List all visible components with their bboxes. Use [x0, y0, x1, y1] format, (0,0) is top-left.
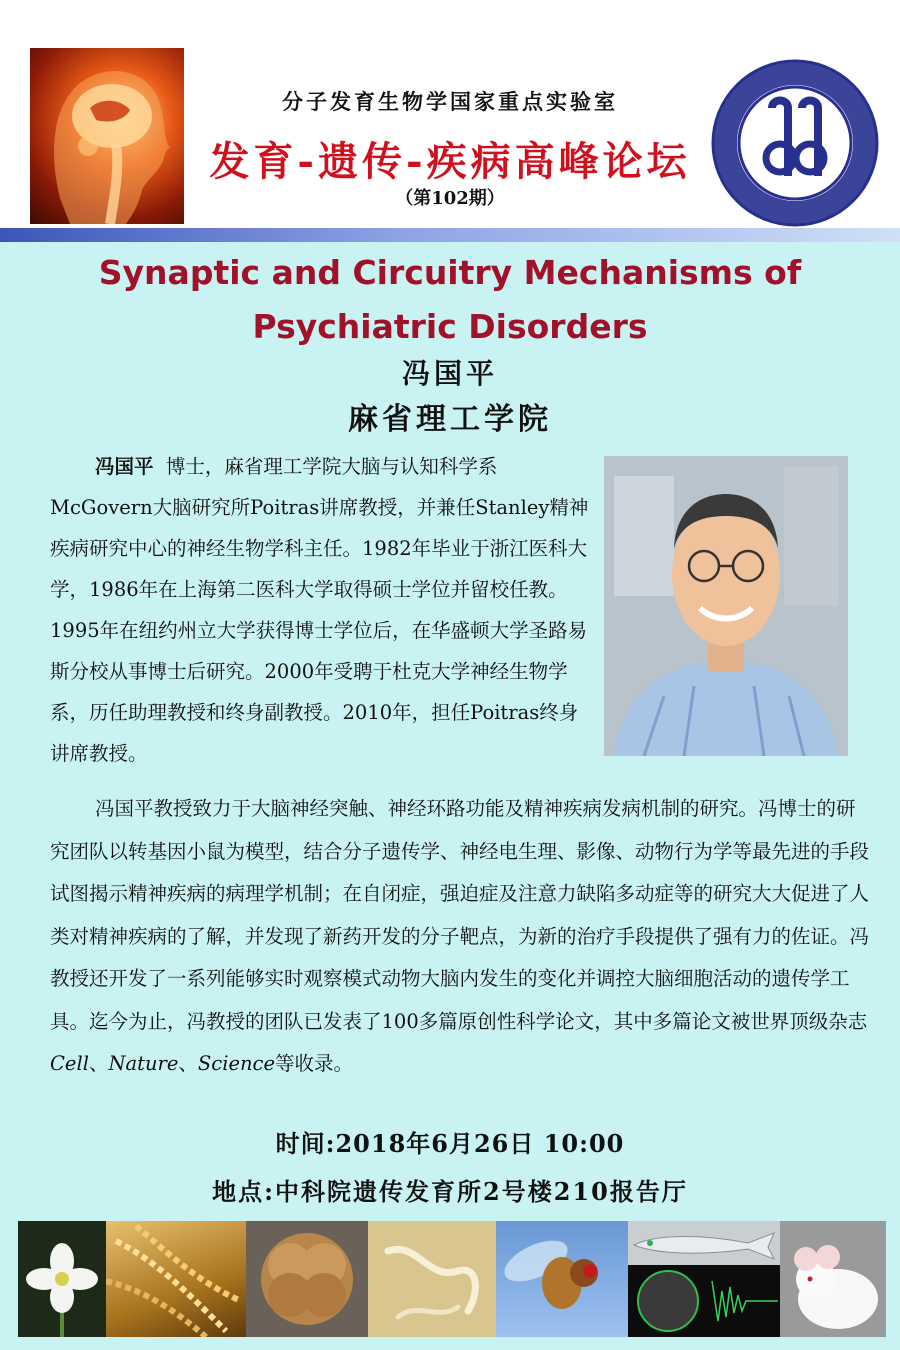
research-description — [50, 788, 870, 1086]
lab-logo — [710, 58, 880, 228]
portrait-icon — [604, 456, 848, 756]
embryo-cells-image — [246, 1221, 368, 1337]
worm-icon — [368, 1221, 496, 1337]
speaker-bio — [50, 446, 590, 774]
white-mouse-image — [780, 1221, 886, 1337]
speaker-name: 冯国平 — [401, 357, 498, 390]
journal-separator: 、 — [178, 1052, 198, 1075]
mouse-icon — [780, 1221, 886, 1337]
journal-science: Science — [197, 1052, 275, 1075]
talk-title — [40, 246, 860, 354]
research-tail: 等收录。 — [275, 1052, 354, 1075]
drosophila-image — [496, 1221, 628, 1337]
event-time: 时间:2018年6月26日 10:00 — [275, 1129, 625, 1158]
sklmdb-logo-icon — [710, 58, 880, 228]
bio-text: 博士，麻省理工学院大脑与认知科学系McGovern大脑研究所Poitras讲席教授，并兼任Stanley精神疾病研究中心的神经生物学科主任。1982年毕业于浙江医科大学，1986年在上海第二医科大学取得硕士学位并留校任教。1995年在纽约州立大学获得博士学位后，在华盛顿大学圣路易斯分校从事博士后研究。2000年受聘于杜克大学神经生物学系，历任助理教授和终身副教授。2010年，担任Poitras终身讲席教授。 — [50, 455, 589, 765]
lab-name: 分子发育生物学国家重点实验室 — [282, 89, 618, 114]
forum-title: 发育-遗传-疾病高峰论坛 — [209, 138, 691, 185]
event-place: 地点:中科院遗传发育所2号楼210报告厅 — [212, 1177, 688, 1206]
fly-icon — [496, 1221, 628, 1337]
talk-title-line1: Synaptic and Circuitry Mechanisms of — [98, 253, 802, 292]
header-divider — [0, 228, 900, 242]
model-organism-strip — [18, 1221, 886, 1337]
embryo-icon — [246, 1221, 368, 1337]
talk-title-line2: Psychiatric Disorders — [252, 307, 648, 346]
rice-panicles-image — [106, 1221, 246, 1337]
speaker-affiliation: 麻省理工学院 — [348, 402, 552, 437]
journal-separator: 、 — [88, 1052, 109, 1075]
research-text: 冯国平教授致力于大脑神经突触、神经环路功能及精神疾病发病机制的研究。冯博士的研究团队以转基因小鼠为模型，结合分子遗传学、神经电生理、影像、动物行为学等最先进的手段试图揭示精神疾病的病理学机制；在自闭症，强迫症及注意力缺陷多动症等的研究大大促进了人类对精神疾病的了解，并发现了新药开发的分子靶点，为新的治疗手段提供了强有力的佐证。冯教授还开发了一系列能够实时观察模式动物大脑内发生的变化并调控大脑细胞活动的遗传学工具。迄今为止，冯教授的团队已发表了100多篇原创性科学论文，其中多篇论文被世界顶级杂志 — [50, 797, 870, 1033]
speaker-portrait — [604, 456, 848, 756]
rice-icon — [106, 1221, 246, 1337]
brain-scan-image — [30, 48, 184, 224]
bio-name: 冯国平 — [95, 455, 154, 478]
c-elegans-image — [368, 1221, 496, 1337]
zebrafish-recordings-image — [628, 1221, 780, 1337]
journal-nature: Nature — [108, 1052, 179, 1075]
issue-number: （第102期） — [395, 188, 505, 209]
arabidopsis-flower-image — [18, 1221, 106, 1337]
brain-profile-icon — [30, 48, 184, 224]
zebrafish-icon — [628, 1221, 780, 1337]
journal-cell: Cell — [50, 1052, 89, 1075]
flower-icon — [18, 1221, 106, 1337]
